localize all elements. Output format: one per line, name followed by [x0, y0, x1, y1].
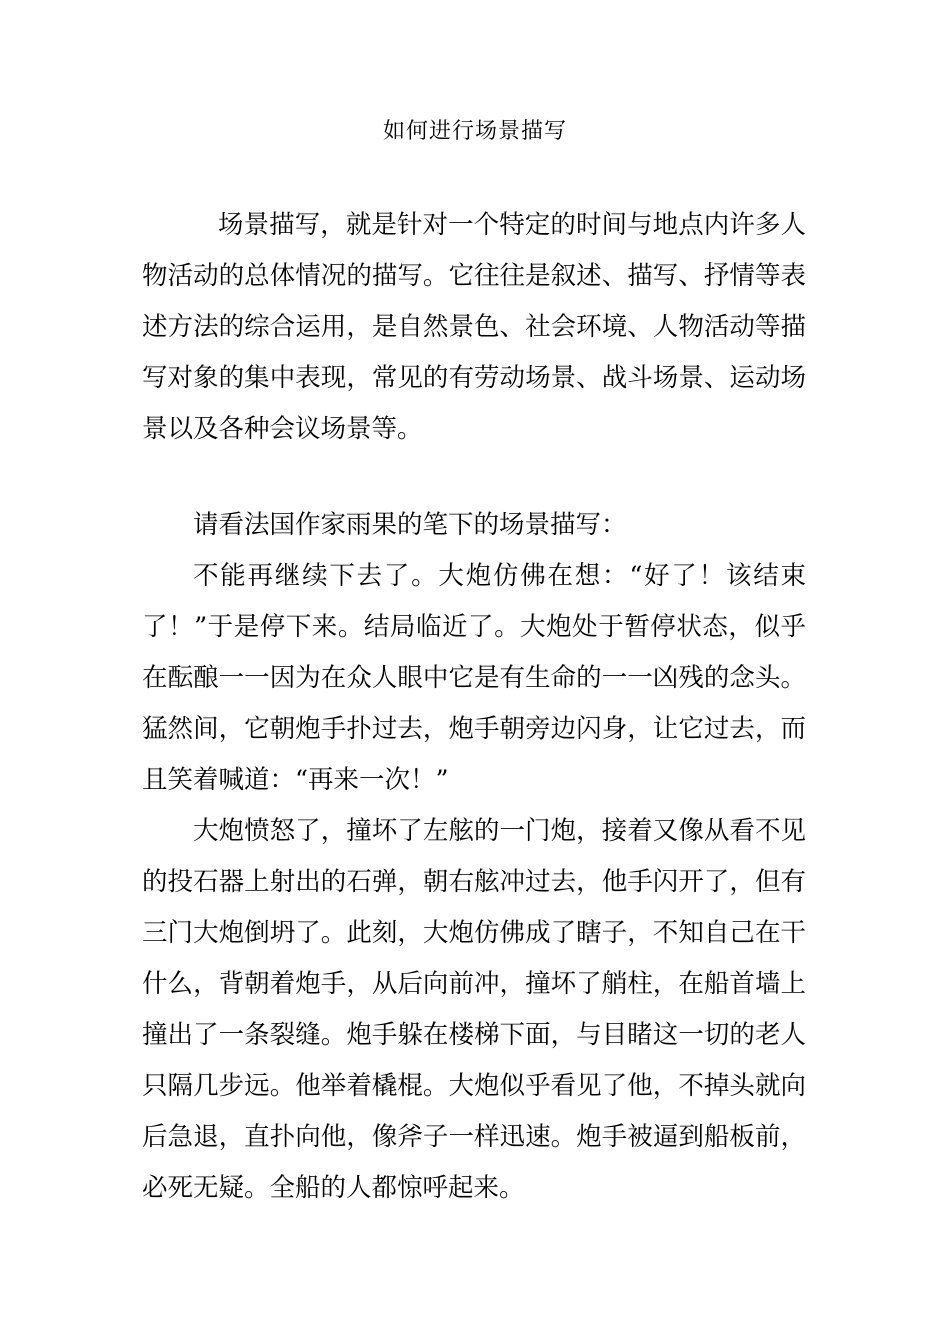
paragraph-quote-1: 不能再继续下去了。大炮仿佛在想：“好了！该结束了！”于是停下来。结局临近了。大炮处于暂停状态，似乎在酝酿一一因为在众人眼中它是有生命的一一凶残的念头。猛然间，它朝炮手扑过去，炮手朝旁边闪身，让它过去，而且笑着喊道：“再来一次！”: [142, 561, 806, 795]
paragraph-quote-2: 大炮愤怒了，撞坏了左舷的一门炮，接着又像从看不见的投石器上射出的石弹，朝右舷冲过去，他手闪开了，但有三门大炮倒坍了。此刻，大炮仿佛成了瞎子，不知自己在干什么，背朝着炮手，从后向前冲，撞坏了艄柱，在船首墙上撞出了一条裂缝。炮手躲在楼梯下面，与目睹这一切的老人只隔几步远。他举着橇棍。大炮似乎看见了他，不掉头就向后急退，直扑向他，像斧子一样迅速。炮手被逼到船板前，必死无疑。全船的人都惊呼起来。: [142, 816, 806, 1203]
paragraph-lead-in: 请看法国作家雨果的笔下的场景描写：: [193, 510, 627, 540]
paragraph-intro: 场景描写，就是针对一个特定的时间与地点内许多人物活动的总体情况的描写。它往往是叙述、描写、抒情等表述方法的综合运用，是自然景色、社会环境、人物活动等描写对象的集中表现，常见的有劳动场景、战斗场景、运动场景以及各种会议场景等。: [142, 210, 806, 444]
document-title: 如何进行场景描写: [382, 119, 567, 144]
